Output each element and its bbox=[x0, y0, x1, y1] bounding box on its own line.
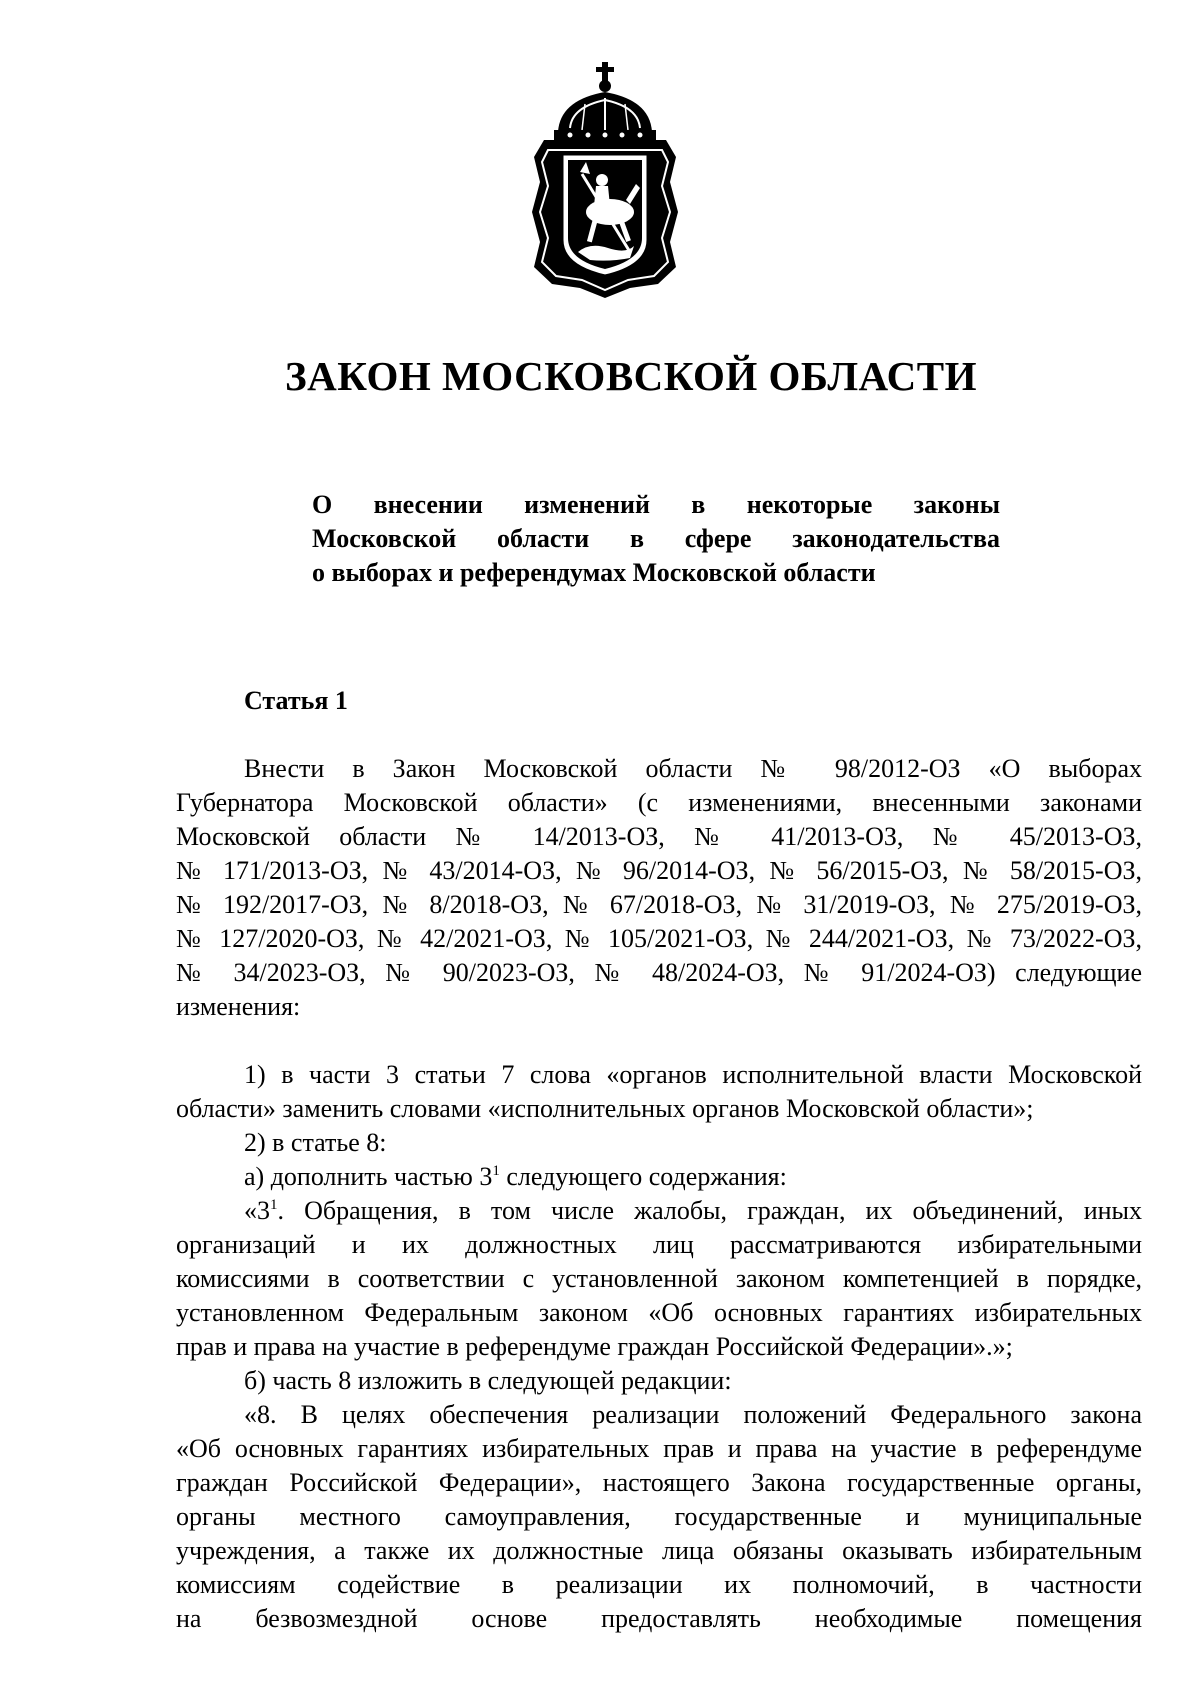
law-title: ЗАКОН МОСКОВСКОЙ ОБЛАСТИ bbox=[285, 353, 977, 399]
body-line: области» заменить словами «исполнительных органов Московской области»; bbox=[176, 1094, 1034, 1123]
item-2a-text: следующего содержания: bbox=[499, 1162, 787, 1191]
subject-line: Московской области в сфере законодательства bbox=[312, 524, 1000, 553]
quote-3-1-text: «3 bbox=[244, 1196, 270, 1225]
body-line: Московской области № 14/2013-ОЗ, № 41/2013-ОЗ, № 45/2013-ОЗ, bbox=[176, 822, 1142, 851]
body-line: Губернатора Московской области» (с изменениями, внесенными законами bbox=[176, 788, 1142, 817]
coat-of-arms-emblem bbox=[530, 62, 680, 302]
body-line: 1) в части 3 статьи 7 слова «органов исполнительной власти Московской bbox=[244, 1060, 1142, 1089]
body-line: органы местного самоуправления, государственные и муниципальные bbox=[176, 1502, 1142, 1531]
article-body bbox=[176, 752, 1142, 1636]
body-line: изменения: bbox=[176, 992, 301, 1021]
body-line: «8. В целях обеспечения реализации положений Федерального закона bbox=[244, 1400, 1142, 1429]
body-line: организаций и их должностных лиц рассматриваются избирательными bbox=[176, 1230, 1142, 1259]
subject-line: о выборах и референдумах Московской области bbox=[312, 558, 876, 587]
body-line: № 127/2020-ОЗ, № 42/2021-ОЗ, № 105/2021-ОЗ, № 244/2021-ОЗ, № 73/2022-ОЗ, bbox=[176, 924, 1142, 953]
body-line: № 192/2017-ОЗ, № 8/2018-ОЗ, № 67/2018-ОЗ, № 31/2019-ОЗ, № 275/2019-ОЗ, bbox=[176, 890, 1142, 919]
article-heading: Статья 1 bbox=[244, 686, 348, 715]
body-line: установленном Федеральным законом «Об основных гарантиях избирательных bbox=[176, 1298, 1142, 1327]
paragraph-gap bbox=[176, 1024, 1142, 1058]
body-line: № 34/2023-ОЗ, № 90/2023-ОЗ, № 48/2024-ОЗ, № 91/2024-ОЗ) следующие bbox=[176, 958, 1142, 987]
body-line bbox=[176, 1160, 1142, 1194]
quote-3-1-text: . Обращения, в том числе жалобы, граждан, их объединений, иных bbox=[277, 1196, 1142, 1225]
body-line: учреждения, а также их должностные лица обязаны оказывать избирательным bbox=[176, 1536, 1142, 1565]
body-line: «Об основных гарантиях избирательных прав и права на участие в референдуме bbox=[176, 1434, 1142, 1463]
body-line: на безвозмездной основе предоставлять необходимые помещения bbox=[176, 1604, 1142, 1633]
coat-of-arms-image bbox=[530, 62, 680, 302]
body-line: граждан Российской Федерации», настоящего Закона государственные органы, bbox=[176, 1468, 1142, 1497]
body-line: комиссиям содействие в реализации их полномочий, в частности bbox=[176, 1570, 1142, 1599]
superscript: 1 bbox=[492, 1163, 500, 1179]
body-line: Внести в Закон Московской области № 98/2012-ОЗ «О выборах bbox=[244, 754, 1142, 783]
law-subject bbox=[312, 488, 1000, 590]
subject-line: О внесении изменений в некоторые законы bbox=[312, 490, 1000, 519]
superscript: 1 bbox=[270, 1197, 278, 1213]
body-line: № 171/2013-ОЗ, № 43/2014-ОЗ, № 96/2014-ОЗ, № 56/2015-ОЗ, № 58/2015-ОЗ, bbox=[176, 856, 1142, 885]
body-line bbox=[176, 1194, 1142, 1228]
body-line: б) часть 8 изложить в следующей редакции: bbox=[244, 1366, 732, 1395]
body-line: 2) в статье 8: bbox=[244, 1128, 387, 1157]
item-2a-text: а) дополнить частью 3 bbox=[244, 1162, 493, 1191]
body-line: прав и права на участие в референдуме граждан Российской Федерации».»; bbox=[176, 1332, 1013, 1361]
body-line: комиссиями в соответствии с установленной законом компетенцией в порядке, bbox=[176, 1264, 1142, 1293]
